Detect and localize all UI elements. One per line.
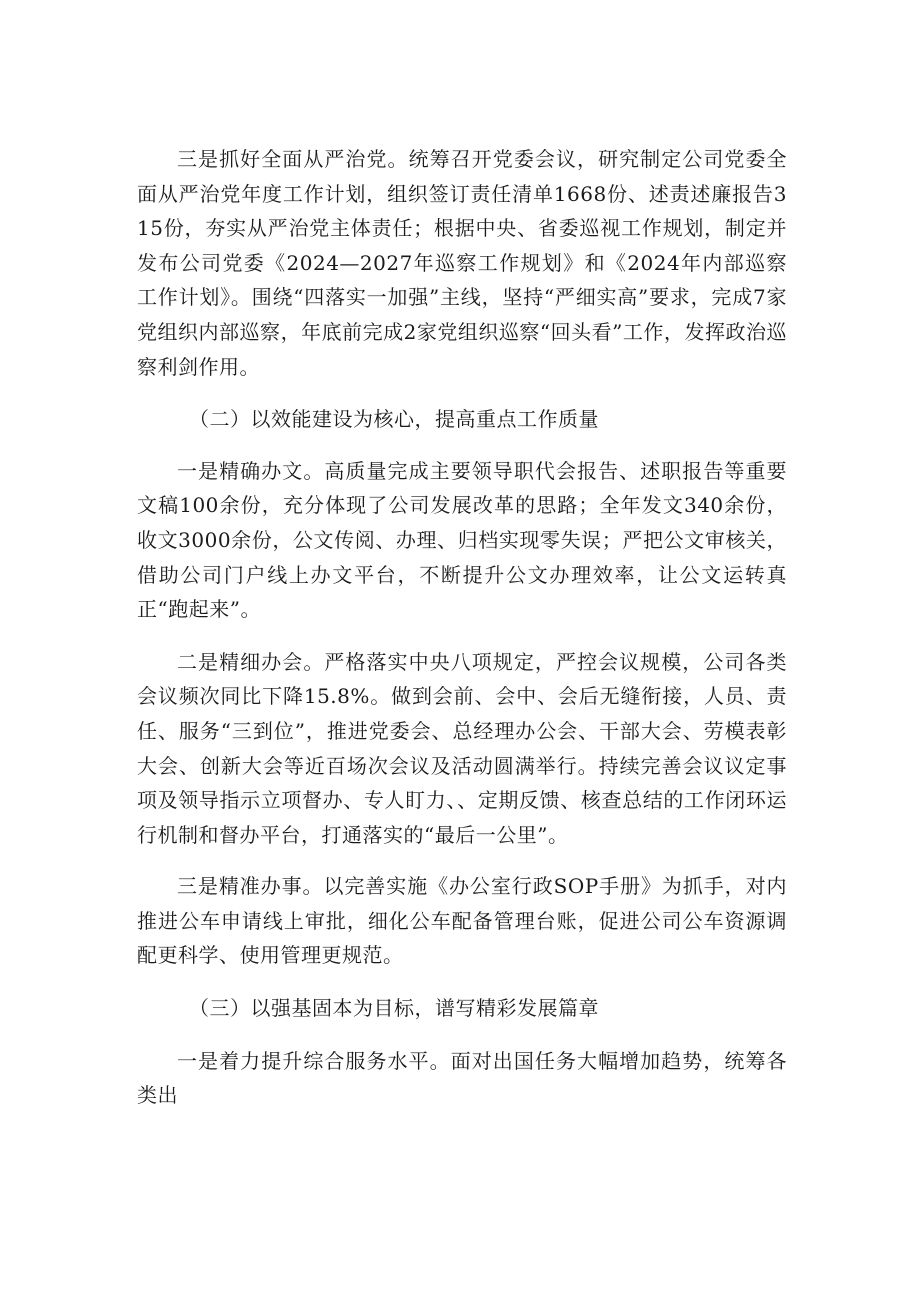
section-heading-efficiency: （二）以效能建设为核心，提高重点工作质量 [189,407,599,432]
document-page [137,142,787,1113]
paragraph-document-handling: 一是精确办文。高质量完成主要领导职代会报告、述职报告等重要文稿100余份，充分体现了公司发展改革的思路；全年发文340余份，收文3000余份，公文传阅、办理、归档实现零失误；严把公文审核关，借助公司门户线上办文平台，不断提升公文办理效率，让公文运转真正“跑起来”。 [137,458,787,622]
paragraph-service-level: 一是着力提升综合服务水平。面对出国任务大幅增加趋势，统筹各类出 [137,1048,787,1108]
paragraph-party-discipline: 三是抓好全面从严治党。统筹召开党委会议，研究制定公司党委全面从严治党年度工作计划，组织签订责任清单1668份、述责述廉报告315份，夯实从严治党主体责任；根据中央、省委巡视工作规划，制定并发布公司党委《2024—2027年巡察工作规划》和《2024年内部巡察工作计划》。围绕“四落实一加强”主线，坚持“严细实高”要求，完成7家党组织内部巡察，年底前完成2家党组织巡察“回头看”工作，发挥政治巡察利剑作用。 [137,147,787,379]
paragraph-meeting-handling: 二是精细办会。严格落实中央八项规定，严控会议规模，公司各类会议频次同比下降15.8%。做到会前、会中、会后无缝衔接，人员、责任、服务“三到位”，推进党委会、总经理办公会、干部大会、劳模表彰大会、创新大会等近百场次会议及活动圆满举行。持续完善会议议定事项及领导指示立项督办、专人盯力、、定期反馈、核查总结的工作闭环运行机制和督办平台，打通落实的“最后一公里”。 [137,649,787,847]
paragraph-affairs-handling: 三是精准办事。以完善实施《办公室行政SOP手册》为抓手，对内推进公车申请线上审批，细化公车配备管理台账，促进公司公车资源调配更科学、使用管理更规范。 [137,874,787,968]
section-heading-foundation: （三）以强基固本为目标，谱写精彩发展篇章 [189,996,599,1021]
